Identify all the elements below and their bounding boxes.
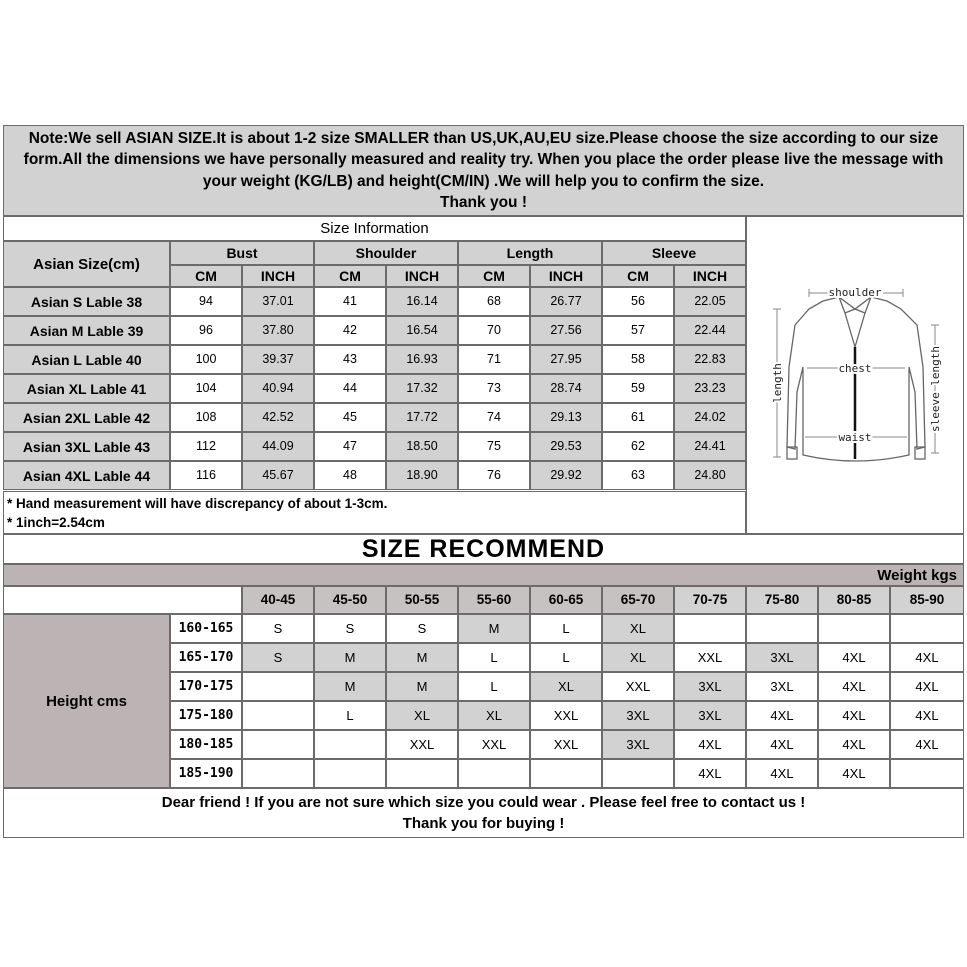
shirt-diagram-svg	[747, 217, 964, 534]
recommend-cell: 3XL	[602, 701, 674, 730]
shirt-diagram	[746, 216, 964, 534]
recommend-cell: XL	[458, 701, 530, 730]
recommend-cell: XL	[530, 672, 602, 701]
size-cell: 94	[170, 287, 242, 316]
recommend-cell: M	[314, 672, 386, 701]
size-cell: 24.80	[674, 461, 746, 490]
label-chest: chest	[838, 362, 872, 375]
size-cell: 68	[458, 287, 530, 316]
size-cell: 61	[602, 403, 674, 432]
recommend-cell	[242, 730, 314, 759]
label-waist: waist	[838, 431, 872, 444]
recommend-cell	[602, 759, 674, 788]
size-row-label: Asian L Lable 40	[3, 345, 170, 374]
recommend-cell: XL	[602, 643, 674, 672]
size-note-text: Note:We sell ASIAN SIZE.It is about 1-2 size SMALLER than US,UK,AU,EU size.Please choose the size according to our size form.All the dimensions we have personally measured and reality try. When you place the order please live the message with your weight (KG/LB) and height(CM/IN) .We will help you to confirm the size.	[23, 129, 944, 190]
recommend-cell	[458, 759, 530, 788]
size-cell: 56	[602, 287, 674, 316]
footnote-1: * Hand measurement will have discrepancy of about 1-3cm.	[7, 495, 388, 511]
height-range: 160-165	[170, 614, 242, 643]
recommend-cell: 4XL	[890, 701, 964, 730]
size-cell: 74	[458, 403, 530, 432]
recommend-cell: L	[530, 643, 602, 672]
size-cell: 27.95	[530, 345, 602, 374]
size-cell: 76	[458, 461, 530, 490]
recommend-cell	[242, 759, 314, 788]
recommend-cell: XXL	[530, 730, 602, 759]
size-cell: 16.93	[386, 345, 458, 374]
recommend-cell	[314, 730, 386, 759]
recommend-cell: 3XL	[746, 672, 818, 701]
size-cell: 41	[314, 287, 386, 316]
size-cell: 24.02	[674, 403, 746, 432]
recommend-cell: L	[458, 672, 530, 701]
size-cell: 75	[458, 432, 530, 461]
recommend-cell	[890, 614, 964, 643]
recommend-cell: 4XL	[746, 759, 818, 788]
recommend-cell	[890, 759, 964, 788]
size-cell: 57	[602, 316, 674, 345]
recommend-cell	[746, 614, 818, 643]
group-header-length: Length	[458, 241, 602, 265]
weight-header-cell: 55-60	[458, 586, 530, 614]
height-range: 165-170	[170, 643, 242, 672]
recommend-cell: S	[242, 643, 314, 672]
size-cell: 26.77	[530, 287, 602, 316]
size-cell: 116	[170, 461, 242, 490]
size-recommend-title: SIZE RECOMMEND	[3, 534, 964, 564]
recommend-cell: XL	[386, 701, 458, 730]
size-cell: 40.94	[242, 374, 314, 403]
size-cell: 42.52	[242, 403, 314, 432]
footnote-2: * 1inch=2.54cm	[7, 514, 105, 530]
height-range: 170-175	[170, 672, 242, 701]
unit-header: CM	[458, 265, 530, 287]
height-label: Height cms	[3, 614, 170, 788]
size-cell: 28.74	[530, 374, 602, 403]
footer-line-1: Dear friend ! If you are not sure which size you could wear . Please feel free to contact us !	[161, 794, 806, 811]
height-range: 185-190	[170, 759, 242, 788]
unit-header: CM	[602, 265, 674, 287]
size-cell: 104	[170, 374, 242, 403]
recommend-cell: 4XL	[890, 672, 964, 701]
unit-header: INCH	[674, 265, 746, 287]
label-length: length	[771, 363, 784, 403]
weight-header-cell: 70-75	[674, 586, 746, 614]
group-header-sleeve: Sleeve	[602, 241, 746, 265]
size-row-label: Asian XL Lable 41	[3, 374, 170, 403]
recommend-cell: 3XL	[602, 730, 674, 759]
recommend-cell: XXL	[386, 730, 458, 759]
recommend-cell: 4XL	[890, 643, 964, 672]
recommend-cell	[242, 701, 314, 730]
size-cell: 29.13	[530, 403, 602, 432]
size-cell: 108	[170, 403, 242, 432]
size-cell: 63	[602, 461, 674, 490]
unit-header: INCH	[242, 265, 314, 287]
recommend-cell: 4XL	[818, 730, 890, 759]
size-row-label: Asian 3XL Lable 43	[3, 432, 170, 461]
size-cell: 73	[458, 374, 530, 403]
size-cell: 17.72	[386, 403, 458, 432]
weight-header-cell: 50-55	[386, 586, 458, 614]
size-row-label: Asian 4XL Lable 44	[3, 461, 170, 490]
size-cell: 112	[170, 432, 242, 461]
footer-line-2: Thank you for buying !	[402, 815, 565, 832]
recommend-cell: L	[314, 701, 386, 730]
recommend-cell	[674, 614, 746, 643]
recommend-cell: XXL	[530, 701, 602, 730]
unit-header: CM	[170, 265, 242, 287]
group-header-bust: Bust	[170, 241, 314, 265]
size-cell: 18.90	[386, 461, 458, 490]
label-shoulder: shoulder	[828, 286, 882, 299]
size-chart-sheet	[3, 125, 964, 838]
recommend-cell: S	[242, 614, 314, 643]
unit-header: CM	[314, 265, 386, 287]
weight-header-spacer	[3, 586, 242, 614]
size-cell: 58	[602, 345, 674, 374]
recommend-cell: 4XL	[890, 730, 964, 759]
recommend-cell	[314, 759, 386, 788]
size-cell: 29.92	[530, 461, 602, 490]
recommend-cell: 4XL	[818, 643, 890, 672]
weight-header-cell: 80-85	[818, 586, 890, 614]
size-cell: 44	[314, 374, 386, 403]
recommend-cell: S	[314, 614, 386, 643]
weight-header-cell: 85-90	[890, 586, 964, 614]
recommend-cell: 4XL	[818, 701, 890, 730]
recommend-cell: XXL	[602, 672, 674, 701]
size-cell: 22.44	[674, 316, 746, 345]
recommend-cell: 4XL	[818, 672, 890, 701]
size-cell: 29.53	[530, 432, 602, 461]
weight-header-cell: 60-65	[530, 586, 602, 614]
recommend-cell	[530, 759, 602, 788]
weight-header-cell: 40-45	[242, 586, 314, 614]
size-cell: 37.80	[242, 316, 314, 345]
unit-header: INCH	[530, 265, 602, 287]
size-cell: 27.56	[530, 316, 602, 345]
recommend-cell: 3XL	[674, 701, 746, 730]
size-row-label: Asian 2XL Lable 42	[3, 403, 170, 432]
unit-header: INCH	[386, 265, 458, 287]
weight-header-cell: 45-50	[314, 586, 386, 614]
recommend-cell: M	[314, 643, 386, 672]
size-note-thanks: Thank you !	[440, 194, 527, 211]
size-cell: 17.32	[386, 374, 458, 403]
recommend-cell: XXL	[674, 643, 746, 672]
size-cell: 44.09	[242, 432, 314, 461]
recommend-cell: 3XL	[746, 643, 818, 672]
size-cell: 18.50	[386, 432, 458, 461]
recommend-cell: 4XL	[674, 759, 746, 788]
recommend-cell: L	[530, 614, 602, 643]
size-cell: 100	[170, 345, 242, 374]
recommend-cell: L	[458, 643, 530, 672]
size-footnotes	[3, 491, 746, 534]
size-cell: 96	[170, 316, 242, 345]
height-range: 180-185	[170, 730, 242, 759]
group-header-shoulder: Shoulder	[314, 241, 458, 265]
recommend-cell	[386, 759, 458, 788]
size-cell: 22.83	[674, 345, 746, 374]
size-cell: 45	[314, 403, 386, 432]
size-col-header: Asian Size(cm)	[3, 241, 170, 287]
recommend-cell	[242, 672, 314, 701]
weight-label-bar: Weight kgs	[3, 564, 964, 586]
size-cell: 37.01	[242, 287, 314, 316]
recommend-cell: M	[458, 614, 530, 643]
size-cell: 39.37	[242, 345, 314, 374]
size-row-label: Asian M Lable 39	[3, 316, 170, 345]
size-note	[3, 125, 964, 216]
size-info-title: Size Information	[3, 216, 746, 241]
size-cell: 70	[458, 316, 530, 345]
weight-header-cell: 75-80	[746, 586, 818, 614]
label-sleeve-length: sleeve length	[929, 345, 942, 433]
size-cell: 22.05	[674, 287, 746, 316]
recommend-cell: S	[386, 614, 458, 643]
size-cell: 43	[314, 345, 386, 374]
size-cell: 62	[602, 432, 674, 461]
height-range: 175-180	[170, 701, 242, 730]
size-cell: 47	[314, 432, 386, 461]
size-cell: 59	[602, 374, 674, 403]
size-cell: 48	[314, 461, 386, 490]
recommend-cell: 3XL	[674, 672, 746, 701]
footer-message	[3, 788, 964, 838]
size-cell: 42	[314, 316, 386, 345]
recommend-cell: 4XL	[746, 701, 818, 730]
recommend-cell	[818, 614, 890, 643]
recommend-cell: M	[386, 672, 458, 701]
size-cell: 45.67	[242, 461, 314, 490]
weight-header-cell: 65-70	[602, 586, 674, 614]
size-cell: 71	[458, 345, 530, 374]
size-cell: 24.41	[674, 432, 746, 461]
recommend-cell: 4XL	[674, 730, 746, 759]
recommend-cell: XL	[602, 614, 674, 643]
recommend-cell: 4XL	[818, 759, 890, 788]
size-cell: 16.54	[386, 316, 458, 345]
recommend-cell: M	[386, 643, 458, 672]
recommend-cell: XXL	[458, 730, 530, 759]
size-cell: 16.14	[386, 287, 458, 316]
size-cell: 23.23	[674, 374, 746, 403]
size-row-label: Asian S Lable 38	[3, 287, 170, 316]
recommend-cell: 4XL	[746, 730, 818, 759]
